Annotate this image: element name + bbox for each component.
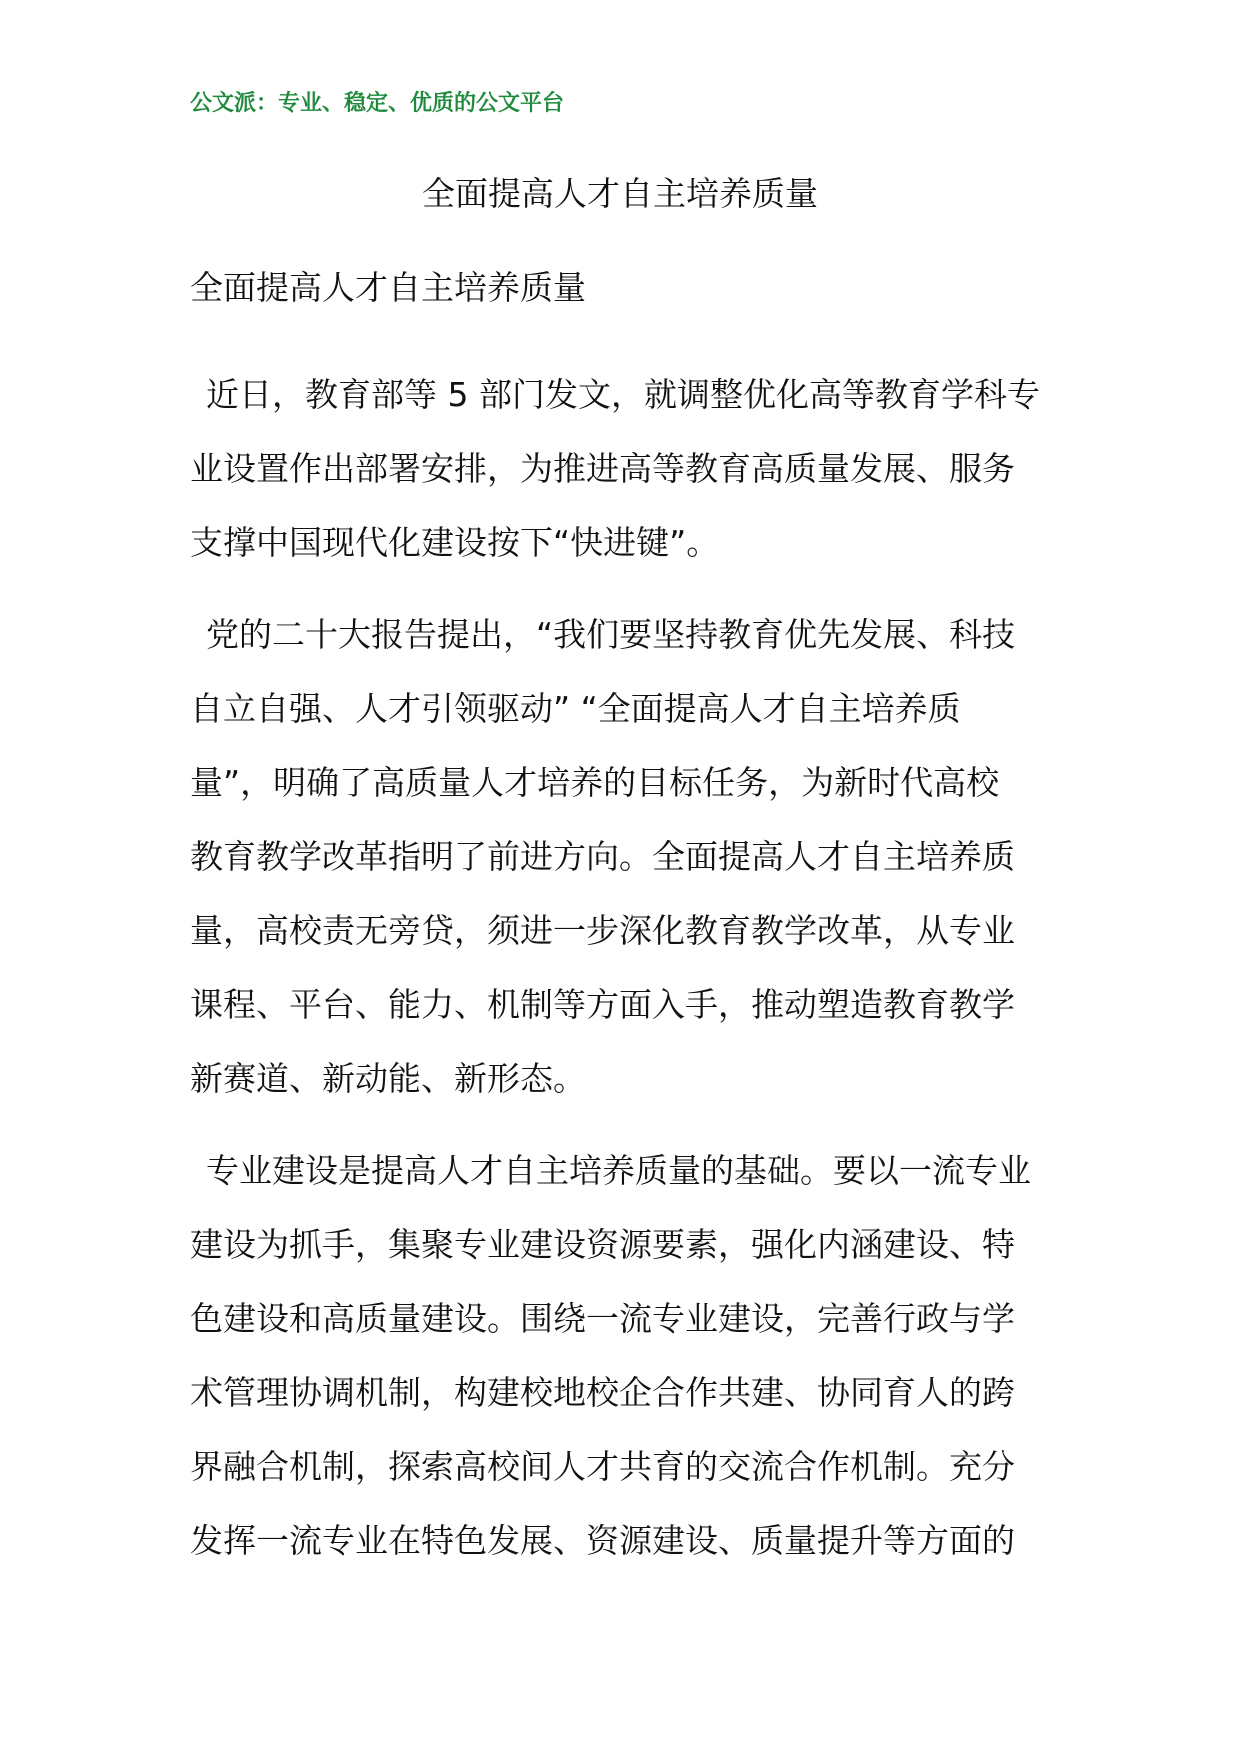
document-body bbox=[190, 358, 1060, 1596]
paragraph-line: 党的二十大报告提出，“我们要坚持教育优先发展、科技 bbox=[206, 615, 1016, 654]
paragraph-line: 新赛道、新动能、新形态。 bbox=[190, 1059, 586, 1098]
document-subtitle: 全面提高人才自主培养质量 bbox=[190, 268, 586, 307]
paragraph-3 bbox=[190, 1134, 1060, 1578]
paragraph-line: 建设为抓手，集聚专业建设资源要素，强化内涵建设、特 bbox=[190, 1225, 1015, 1264]
paragraph-line: 课程、平台、能力、机制等方面入手，推动塑造教育教学 bbox=[190, 985, 1015, 1024]
paragraph-line: 近日，教育部等 5 部门发文，就调整优化高等教育学科专 bbox=[206, 375, 1040, 414]
paragraph-line: 业设置作出部署安排，为推进高等教育高质量发展、服务 bbox=[190, 449, 1015, 488]
paragraph-line: 专业建设是提高人才自主培养质量的基础。要以一流专业 bbox=[206, 1151, 1031, 1190]
paragraph-line: 量”，明确了高质量人才培养的目标任务，为新时代高校 bbox=[190, 763, 1000, 802]
paragraph-line: 术管理协调机制，构建校地校企合作共建、协同育人的跨 bbox=[190, 1373, 1015, 1412]
paragraph-line: 支撑中国现代化建设按下“快进键”。 bbox=[190, 523, 720, 562]
header-banner: 公文派：专业、稳定、优质的公文平台 bbox=[190, 90, 565, 116]
paragraph-line: 发挥一流专业在特色发展、资源建设、质量提升等方面的 bbox=[190, 1521, 1015, 1560]
paragraph-2 bbox=[190, 598, 1060, 1116]
document-title: 全面提高人才自主培养质量 bbox=[422, 174, 818, 213]
paragraph-line: 界融合机制，探索高校间人才共育的交流合作机制。充分 bbox=[190, 1447, 1015, 1486]
paragraph-line: 色建设和高质量建设。围绕一流专业建设，完善行政与学 bbox=[190, 1299, 1015, 1338]
paragraph-line: 教育教学改革指明了前进方向。全面提高人才自主培养质 bbox=[190, 837, 1015, 876]
paragraph-line: 自立自强、人才引领驱动” “全面提高人才自主培养质 bbox=[190, 689, 961, 728]
paragraph-1 bbox=[190, 358, 1060, 580]
paragraph-line: 量，高校责无旁贷，须进一步深化教育教学改革，从专业 bbox=[190, 911, 1015, 950]
